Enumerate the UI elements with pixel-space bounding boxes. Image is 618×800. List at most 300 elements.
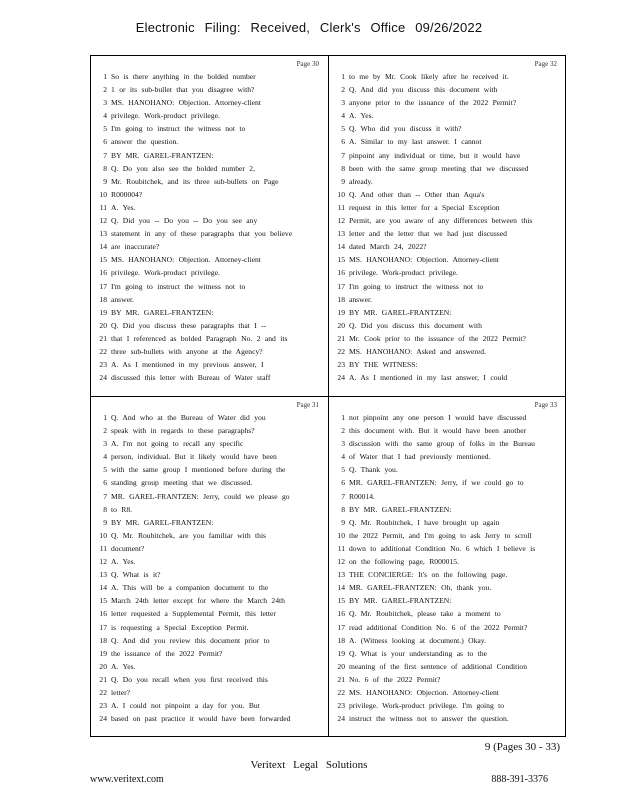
line-number: 9 [103,517,107,527]
transcript-line [95,201,325,214]
line-text: on the following page, R000015. [349,557,459,567]
line-number: 17 [337,281,345,291]
transcript-line [333,476,563,489]
line-text: dated March 24, 2022? [349,242,427,252]
line-number: 24 [337,714,345,724]
line-number: 18 [99,294,107,304]
line-number: 8 [103,504,107,514]
line-text: A. Yes. [111,661,136,671]
transcript-line [95,529,325,542]
transcript-page-33 [329,397,565,737]
transcript-line [333,293,563,306]
transcript-line [95,568,325,581]
transcript-line [95,83,325,96]
line-number: 14 [99,242,107,252]
transcript-grid [90,55,566,737]
transcript-line [333,634,563,647]
line-number: 14 [337,242,345,252]
line-text: that I referenced as bolded Paragraph No. 2 and its [111,333,288,343]
transcript-line [333,175,563,188]
transcript-line [95,463,325,476]
line-text: MR. GAREL-FRANTZEN: Jerry, could we please go [111,491,290,501]
page-number: Page 32 [534,60,557,68]
line-text: standing group meeting that we discussed. [111,478,253,488]
line-number: 5 [103,124,107,134]
line-text: the issuance of the 2022 Permit? [111,648,223,658]
line-text: is requesting a Special Exception Permit. [111,622,249,632]
line-number: 12 [99,216,107,226]
line-number: 24 [99,714,107,724]
line-number: 13 [99,229,107,239]
line-number: 15 [99,596,107,606]
transcript-line [95,280,325,293]
line-number: 7 [341,491,345,501]
line-number: 21 [337,333,345,343]
line-number: 7 [341,150,345,160]
line-text: Q. Do you also see the bolded number 2, [111,163,256,173]
line-text: A. I could not pinpoint a day for you. But [111,701,260,711]
line-number: 20 [337,320,345,330]
transcript-line [333,647,563,660]
transcript-line [95,686,325,699]
line-number: 15 [337,255,345,265]
transcript-page-32 [329,56,565,396]
transcript-line [95,70,325,83]
line-text: Q. Thank you. [349,465,398,475]
transcript-line [333,240,563,253]
line-number: 11 [99,202,107,212]
line-number: 10 [99,189,107,199]
line-number: 19 [337,307,345,317]
line-text: this document with. But it would have been another [349,426,527,436]
line-text: pinpoint any individual or time, but it would have [349,150,521,160]
line-number: 23 [337,360,345,370]
line-number: 5 [341,124,345,134]
line-number: 17 [99,281,107,291]
line-number: 4 [103,452,107,462]
transcript-line [333,490,563,503]
transcript-line [95,503,325,516]
line-text: letter requested a Supplemental Permit, this letter [111,609,276,619]
transcript-line [333,345,563,358]
transcript-line [95,581,325,594]
line-number: 6 [341,478,345,488]
line-text: A. Yes. [349,111,374,121]
transcript-line [333,109,563,122]
line-text: to R8. [111,504,133,514]
line-text: A. As I mentioned in my last answer, I could [349,373,508,383]
line-number: 8 [341,504,345,514]
transcript-line [95,135,325,148]
transcript-line [95,345,325,358]
line-number: 9 [341,176,345,186]
transcript-line [333,411,563,424]
transcript-line [95,634,325,647]
transcript-line [95,319,325,332]
transcript-line [95,266,325,279]
line-number: 23 [99,360,107,370]
line-text: speak with in regards to these paragraphs? [111,426,255,436]
line-text: Q. Mr. Roubitchek, are you familiar with this [111,530,267,540]
line-text: MS. HANOHANO: Objection. Attorney-client [111,255,261,265]
line-text: 1 or its sub-bullet that you disagree with? [111,85,255,95]
line-number: 16 [99,268,107,278]
transcript-line [95,673,325,686]
line-text: Q. And did you discuss this document with [349,85,498,95]
line-text: already. [349,176,373,186]
line-number: 9 [103,176,107,186]
transcript-line [333,280,563,293]
transcript-line [95,490,325,503]
line-number: 6 [103,478,107,488]
line-text: So is there anything in the bolded number [111,72,256,81]
line-text: privilege. Work-product privilege. [349,268,458,278]
line-number: 4 [341,111,345,121]
transcript-line [95,109,325,122]
line-number: 6 [341,137,345,147]
line-text: MS. HANOHANO: Objection. Attorney-client [349,255,499,265]
line-text: privilege. Work-product privilege. [111,268,220,278]
line-number: 11 [337,202,345,212]
transcript-line [95,371,325,384]
line-text: Q. Mr. Roubitchek, please take a moment to [349,609,501,619]
line-text: BY MR. GAREL-FRANTZEN: [111,150,214,160]
line-number: 17 [337,622,345,632]
line-text: down to additional Condition No. 6 which I believe is [349,543,536,553]
line-number: 23 [99,701,107,711]
line-text: Q. And who at the Bureau of Water did you [111,413,266,422]
line-number: 18 [99,635,107,645]
line-number: 7 [103,150,107,160]
transcript-line [95,122,325,135]
line-text: BY THE WITNESS: [349,360,418,370]
line-number: 21 [337,674,345,684]
transcript-line [95,555,325,568]
line-number: 5 [341,465,345,475]
transcript-line [95,476,325,489]
line-number: 23 [337,701,345,711]
transcript-line [95,149,325,162]
line-text: Mr. Cook prior to the issuance of the 2022 Permit? [349,333,526,343]
line-text: of Water that I had previously mentioned. [349,452,491,462]
line-number: 8 [341,163,345,173]
line-text: Q. Mr. Roubitchek, I have brought up again [349,517,500,527]
line-text: BY MR. GAREL-FRANTZEN: [111,517,214,527]
transcript-line [95,162,325,175]
transcript-line [333,122,563,135]
line-text: MS. HANOHANO: Objection. Attorney-client [111,98,261,108]
transcript-line [95,516,325,529]
line-number: 1 [103,413,107,422]
line-number: 17 [99,622,107,632]
line-text: discussion with the same group of folks in the Bureau [349,439,535,449]
transcript-line [95,306,325,319]
transcript-line [333,463,563,476]
line-text: No. 6 of the 2022 Permit? [349,674,441,684]
line-number: 3 [341,98,345,108]
transcript-line [333,686,563,699]
line-text: A. As I mentioned in my previous answer, I [111,360,264,370]
line-number: 16 [337,609,345,619]
line-text: A. I'm not going to recall any specific [111,439,244,449]
transcript-line [333,371,563,384]
transcript-line [95,450,325,463]
transcript-line [95,253,325,266]
line-number: 21 [99,333,107,343]
line-text: Q. Did you discuss this document with [349,320,482,330]
transcript-line [333,358,563,371]
transcript-line [333,555,563,568]
line-text: read additional Condition No. 6 of the 2022 Permit? [349,622,528,632]
line-number: 5 [103,465,107,475]
line-text: meaning of the first sentence of additional Condition [349,661,527,671]
transcript-line [333,135,563,148]
line-text: instruct the witness not to answer the question. [349,714,509,724]
transcript-line [95,437,325,450]
line-text: I'm going to instruct the witness not to [349,281,484,291]
phone-number: 888-391-3376 [491,774,548,785]
line-text: anyone prior to the issuance of the 2022 Permit? [349,98,517,108]
transcript-line [333,516,563,529]
website-link[interactable]: www.veritext.com [90,774,164,785]
line-number: 19 [337,648,345,658]
page-number: Page 30 [296,60,319,68]
line-text: BY MR. GAREL-FRANTZEN: [349,596,452,606]
line-number: 1 [103,72,107,81]
transcript-line [333,332,563,345]
line-text: BY MR. GAREL-FRANTZEN: [111,307,214,317]
line-text: the 2022 Permit, and I'm going to ask Jerry to scroll [349,530,532,540]
line-text: letter? [111,687,130,697]
line-text: answer. [111,294,134,304]
transcript-line [95,188,325,201]
line-number: 20 [99,320,107,330]
line-number: 12 [337,557,345,567]
transcript-page-30 [91,56,327,396]
line-number: 2 [341,426,345,436]
line-number: 11 [99,543,107,553]
line-number: 22 [337,687,345,697]
transcript-line [333,306,563,319]
line-text: Mr. Roubitchek, and its three sub-bullets on Page [111,176,279,186]
transcript-line [95,621,325,634]
line-number: 13 [337,570,345,580]
line-number: 18 [337,294,345,304]
line-text: three sub-bullets with anyone at the Agency? [111,346,263,356]
transcript-line [95,175,325,188]
line-text: to me by Mr. Cook likely after he received it. [349,72,509,81]
line-number: 18 [337,635,345,645]
line-number: 19 [99,648,107,658]
line-text: MS. HANOHANO: Objection. Attorney-client [349,687,499,697]
line-number: 1 [341,72,345,81]
transcript-line [333,70,563,83]
line-number: 12 [337,216,345,226]
line-text: MS. HANOHANO: Asked and answered. [349,346,486,356]
line-text: Q. Did you discuss these paragraphs that I -- [111,320,267,330]
line-number: 14 [337,583,345,593]
transcript-line [333,83,563,96]
line-text: Q. Do you recall when you first received this [111,674,268,684]
line-number: 13 [337,229,345,239]
line-text: March 24th letter except for where the March 24th [111,596,285,606]
transcript-line [333,594,563,607]
line-text: been with the same group meeting that we discussed [349,163,529,173]
line-text: A. This will be a companion document to the [111,583,269,593]
transcript-line [333,450,563,463]
transcript-line [333,529,563,542]
line-text: Q. And other than -- Other than Aqua's [349,189,485,199]
line-number: 3 [341,439,345,449]
line-text: are inaccurate? [111,242,160,252]
line-number: 16 [337,268,345,278]
line-number: 24 [99,373,107,383]
transcript-line [95,96,325,109]
transcript-line [333,214,563,227]
line-text: R00014. [349,491,375,501]
transcript-line [95,358,325,371]
line-number: 15 [99,255,107,265]
line-number: 1 [341,413,345,422]
transcript-line [95,660,325,673]
line-text: request in this letter for a Special Exception [349,202,500,212]
transcript-line [333,424,563,437]
transcript-line [95,240,325,253]
transcript-line [333,96,563,109]
line-number: 4 [103,111,107,121]
transcript-line [95,293,325,306]
transcript-line [95,699,325,712]
page-range: 9 (Pages 30 - 33) [484,741,560,753]
line-number: 10 [337,189,345,199]
transcript-lines [95,70,325,384]
line-number: 19 [99,307,107,317]
line-text: A. Yes. [111,202,136,212]
line-number: 10 [99,530,107,540]
line-text: I'm going to instruct the witness not to [111,281,246,291]
transcript-line [333,162,563,175]
transcript-line [333,188,563,201]
line-text: A. (Witness looking at document.) Okay. [349,635,486,645]
line-text: Q. What is it? [111,570,161,580]
transcript-lines [333,70,563,384]
transcript-line [333,699,563,712]
transcript-line [333,712,563,725]
line-number: 16 [99,609,107,619]
transcript-line [95,411,325,424]
line-number: 3 [103,98,107,108]
transcript-page-31 [91,397,327,737]
transcript-line [333,581,563,594]
transcript-line [95,227,325,240]
line-text: Q. Did you -- Do you -- Do you see any [111,216,258,226]
line-number: 4 [341,452,345,462]
transcript-line [95,332,325,345]
transcript-line [333,149,563,162]
line-text: BY MR. GAREL-FRANTZEN: [349,307,452,317]
transcript-line [95,542,325,555]
transcript-line [95,712,325,725]
transcript-line [333,568,563,581]
line-number: 15 [337,596,345,606]
line-text: THE CONCIERGE: It's on the following page. [349,570,508,580]
line-text: discussed this letter with Bureau of Water staff [111,373,271,383]
line-text: Q. Who did you discuss it with? [349,124,462,134]
line-number: 22 [99,687,107,697]
line-number: 9 [341,517,345,527]
line-number: 22 [337,346,345,356]
company-name: Veritext Legal Solutions [250,759,368,771]
transcript-lines [333,411,563,725]
transcript-lines [95,411,325,725]
line-number: 10 [337,530,345,540]
line-number: 22 [99,346,107,356]
line-text: privilege. Work-product privilege. [111,111,220,121]
line-text: letter and the letter that we had just discussed [349,229,507,239]
transcript-line [95,214,325,227]
line-text: not pinpoint any one person I would have discussed [349,413,527,422]
transcript-line [95,424,325,437]
line-text: MR. GAREL-FRANTZEN: Jerry, if we could go to [349,478,524,488]
transcript-line [333,319,563,332]
line-text: with the same group I mentioned before during the [111,465,286,475]
line-number: 13 [99,570,107,580]
line-text: answer the question. [111,137,179,147]
line-number: 3 [103,439,107,449]
transcript-line [333,437,563,450]
line-number: 2 [103,85,107,95]
line-text: document? [111,543,145,553]
line-text: Q. What is your understanding as to the [349,648,487,658]
line-number: 21 [99,674,107,684]
line-number: 11 [337,543,345,553]
transcript-line [333,201,563,214]
line-number: 24 [337,373,345,383]
line-text: privilege. Work-product privilege. I'm going to [349,701,505,711]
transcript-line [333,607,563,620]
line-number: 2 [103,426,107,436]
line-number: 20 [337,661,345,671]
line-text: BY MR. GAREL-FRANTZEN: [349,504,452,514]
line-text: R000004? [111,189,143,199]
line-text: based on past practice it would have been forwarded [111,714,291,724]
transcript-line [333,542,563,555]
line-text: answer. [349,294,372,304]
line-text: MR. GAREL-FRANTZEN: Oh, thank you. [349,583,492,593]
line-text: Permit, are you aware of any differences between this [349,216,533,226]
page-number: Page 31 [296,401,319,409]
transcript-line [95,594,325,607]
line-number: 7 [103,491,107,501]
line-number: 12 [99,557,107,567]
line-text: statement in any of these paragraphs that you believe [111,229,293,239]
line-number: 14 [99,583,107,593]
line-number: 8 [103,163,107,173]
transcript-line [333,227,563,240]
transcript-line [95,647,325,660]
line-text: A. Similar to my last answer. I cannot [349,137,482,147]
line-text: I'm going to instruct the witness not to [111,124,246,134]
transcript-line [333,660,563,673]
transcript-line [333,621,563,634]
transcript-line [333,253,563,266]
filing-header: Electronic Filing: Received, Clerk's Office 09/26/2022 [135,20,483,35]
line-number: 6 [103,137,107,147]
transcript-line [333,503,563,516]
line-text: person, individual. But it likely would have been [111,452,277,462]
transcript-line [333,266,563,279]
line-number: 2 [341,85,345,95]
